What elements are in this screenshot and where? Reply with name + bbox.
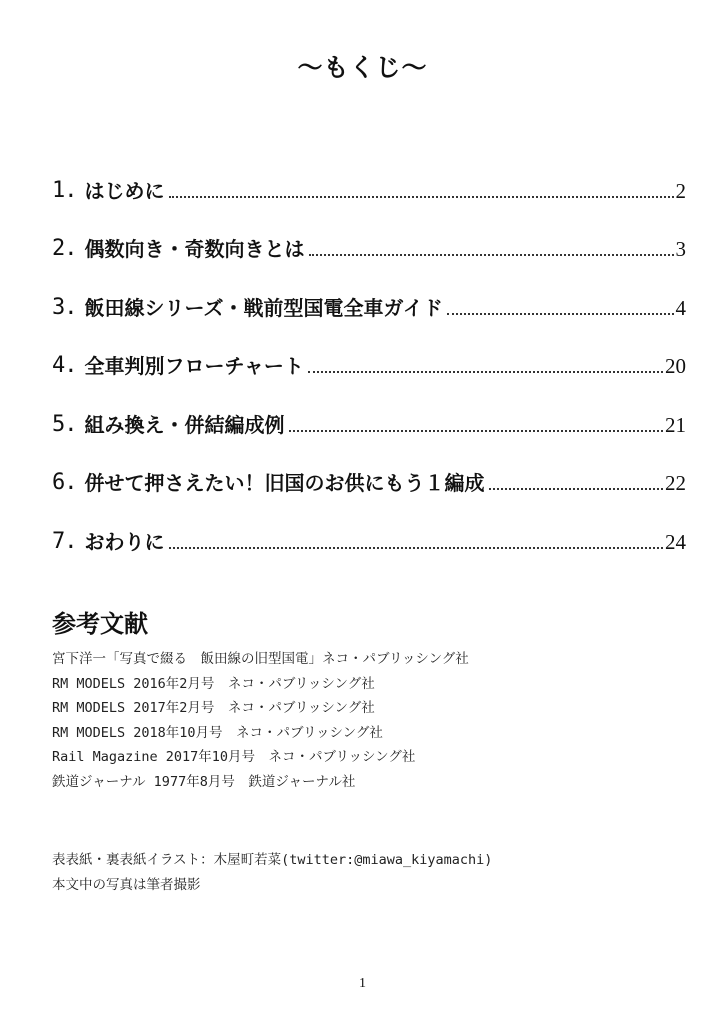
leader-dots [289, 429, 664, 432]
toc-item-4[interactable] [52, 324, 686, 383]
reference-item: 宮下洋一「写真で綴る 飯田線の旧型国電」ネコ・パブリッシング社 [52, 651, 469, 667]
toc-label: はじめに [84, 178, 165, 203]
leader-dots [447, 312, 674, 315]
illustration-credit: 表表紙・裏表紙イラスト：木屋町若菜(twitter:@miawa_kiyamachi) [52, 852, 493, 868]
credits [52, 848, 492, 898]
toc-page-number: 2 [675, 178, 686, 203]
leader-dots [309, 253, 674, 256]
toc-label: 併せて押さえたい！旧国のお供にもう１編成 [84, 471, 485, 495]
toc-number: 2. [52, 236, 77, 261]
toc-item-1[interactable] [52, 148, 686, 207]
reference-item: RM MODELS 2017年2月号 ネコ・パブリッシング社 [52, 700, 375, 717]
table-of-contents [52, 148, 686, 558]
toc-item-7[interactable] [52, 499, 686, 558]
toc-label: 偶数向き・奇数向きとは [84, 237, 305, 261]
toc-label: 全車判別フローチャート [84, 354, 304, 378]
references-heading: 参考文献 [52, 610, 148, 638]
leader-dots [169, 195, 674, 198]
toc-item-3[interactable] [52, 265, 686, 324]
toc-number: 6. [52, 470, 77, 495]
page-title: 〜もくじ〜 [297, 53, 428, 82]
reference-item: RM MODELS 2016年2月号 ネコ・パブリッシング社 [52, 675, 375, 692]
reference-item: 鉄道ジャーナル 1977年8月号 鉄道ジャーナル社 [52, 773, 356, 790]
toc-number: 1. [52, 177, 77, 203]
page-number: 1 [359, 976, 366, 991]
photo-credit: 本文中の写真は筆者撮影 [52, 877, 201, 893]
toc-page-number: 24 [665, 529, 686, 554]
leader-dots [308, 370, 663, 373]
reference-item: Rail Magazine 2017年10月号 ネコ・パブリッシング社 [52, 749, 416, 766]
toc-number: 3. [52, 294, 77, 320]
leader-dots [169, 546, 664, 549]
toc-page-number: 22 [665, 471, 686, 495]
toc-page-number: 21 [665, 412, 686, 437]
toc-page-number: 3 [675, 237, 686, 261]
toc-page-number: 20 [665, 354, 686, 378]
toc-number: 7. [52, 528, 77, 554]
toc-label: 飯田線シリーズ・戦前型国電全車ガイド [84, 295, 443, 320]
reference-item: RM MODELS 2018年10月号 ネコ・パブリッシング社 [52, 724, 383, 741]
toc-number: 4. [52, 353, 77, 378]
toc-number: 5. [52, 411, 77, 437]
toc-item-2[interactable] [52, 207, 686, 266]
leader-dots [489, 487, 664, 490]
toc-item-6[interactable] [52, 441, 686, 500]
toc-page-number: 4 [675, 295, 686, 320]
toc-label: 組み換え・併結編成例 [84, 412, 285, 437]
toc-item-5[interactable] [52, 382, 686, 441]
references-list [52, 647, 469, 795]
toc-label: おわりに [84, 529, 165, 554]
